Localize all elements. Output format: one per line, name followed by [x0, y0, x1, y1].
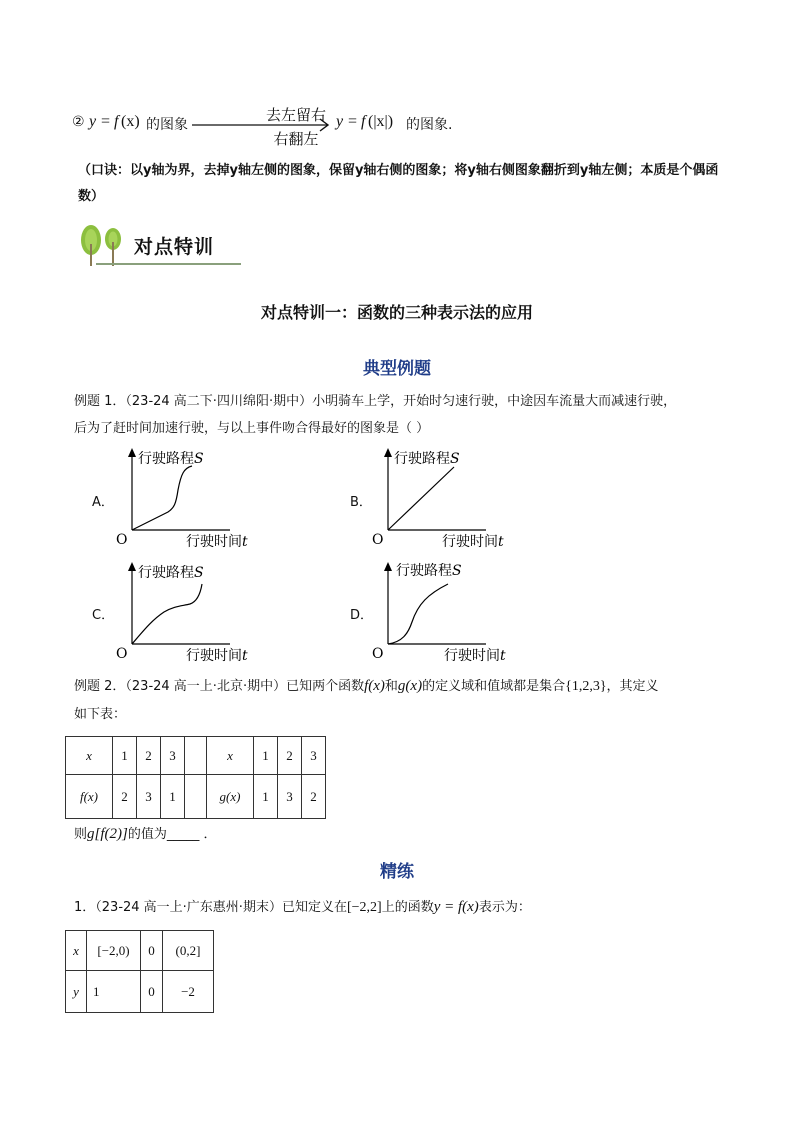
example1-line2: 后为了赶时间加速行驶，与以上事件吻合得最好的图象是（ ） — [74, 421, 430, 436]
mnemonic-note: （口诀：以y轴为界，去掉y轴左侧的图象，保留y轴右侧的图象；将y轴右侧图象翻折到y轴左侧；本质是个偶函数） — [78, 163, 719, 204]
example2-question — [74, 820, 734, 849]
question-text-a: 则 — [74, 827, 88, 842]
svg-text:行驶时间t — [186, 533, 248, 550]
option-c-label: C． — [92, 608, 115, 623]
table-cell — [185, 737, 207, 775]
exercise1-line — [74, 893, 734, 922]
table-row — [66, 971, 214, 1013]
y-axis-label: 行驶路程 — [394, 451, 450, 467]
rhs-y: y — [336, 113, 344, 130]
example2-text-c: 的定义域和值域都是集合 — [422, 679, 566, 694]
origin-label: O — [116, 646, 128, 662]
section-header-title: 对点特训 — [134, 236, 215, 258]
transform-statement — [72, 104, 772, 148]
curve-b — [388, 467, 454, 530]
table-cell: 2 — [302, 775, 326, 819]
curve-a — [132, 466, 192, 530]
lhs-y: y — [89, 113, 97, 130]
option-b-label: B． — [350, 495, 372, 510]
table-cell: x — [66, 737, 113, 775]
table-cell: x — [66, 931, 87, 971]
table-row — [66, 931, 214, 971]
question-text-b: 的值为_____ ． — [127, 827, 217, 842]
table-cell: f(x) — [66, 775, 113, 819]
table-cell: 1 — [87, 971, 141, 1013]
svg-text:行驶路程S — [396, 562, 462, 579]
graph-option-b — [368, 446, 528, 552]
exercise1-text-a: 1．（23-24 高一上·广东惠州·期末）已知定义在 — [74, 900, 347, 915]
example2-text-b: 和 — [384, 679, 398, 694]
table-cell: 1 — [254, 737, 278, 775]
graph-option-d — [368, 560, 528, 666]
y-axis-label: 行驶路程 — [396, 563, 452, 579]
svg-text:行驶路程S — [138, 564, 204, 581]
origin-label: O — [372, 646, 384, 662]
exercises-title: 精练 — [380, 862, 414, 882]
option-d-label: D． — [350, 608, 374, 623]
y-axis-var: S — [452, 563, 462, 579]
x-axis-var: t — [242, 534, 248, 550]
subsection-title: 对点特训一：函数的三种表示法的应用 — [260, 303, 533, 322]
table-cell: −2 — [163, 971, 214, 1013]
curve-d — [388, 584, 448, 644]
x-axis-var: t — [242, 648, 248, 664]
table-cell: (0,2] — [163, 931, 214, 971]
set-expr: {1,2,3} — [565, 679, 607, 694]
x-axis-label: 行驶时间 — [186, 534, 242, 550]
curve-c — [132, 584, 202, 644]
svg-text:行驶时间t — [186, 647, 248, 664]
y-axis-label: 行驶路程 — [138, 565, 194, 581]
fx-expr: f(x) — [364, 678, 385, 694]
x-axis-var: t — [498, 534, 504, 550]
arrow-bottom-text: 右翻左 — [273, 130, 319, 148]
lhs-suffix: 的图象 — [146, 117, 188, 133]
rhs-arg: (|x|) — [368, 113, 394, 130]
example2-line1 — [74, 672, 734, 701]
table-cell: 1 — [161, 775, 185, 819]
svg-text:行驶路程S — [138, 450, 204, 467]
table-cell: 2 — [137, 737, 161, 775]
x-axis-label: 行驶时间 — [186, 648, 242, 664]
example2-line2: 如下表： — [74, 707, 127, 722]
table-cell: 1 — [254, 775, 278, 819]
rhs-f: f — [361, 113, 366, 130]
x-axis-var: t — [500, 648, 506, 664]
rhs-suffix: 的图象. — [406, 117, 453, 133]
lhs-f: f — [114, 113, 119, 130]
x-axis-label: 行驶时间 — [442, 534, 498, 550]
composite-expr: g[f(2)] — [87, 826, 128, 842]
interval-expr: [−2,2] — [346, 900, 382, 915]
table-cell: 3 — [302, 737, 326, 775]
table-cell — [185, 775, 207, 819]
circled-number: ② — [72, 114, 85, 130]
table-cell: 1 — [113, 737, 137, 775]
section-header — [76, 222, 246, 270]
arrow-top-text: 去左留右 — [265, 106, 326, 124]
table-cell: 2 — [278, 737, 302, 775]
table-row — [66, 775, 326, 819]
table-cell: [−2,0) — [87, 931, 141, 971]
typical-examples-title: 典型例题 — [363, 359, 431, 379]
exercise1-table — [65, 930, 214, 1013]
y-axis-var: S — [450, 451, 460, 467]
option-a-label: A． — [92, 495, 114, 510]
example2-table — [65, 736, 326, 819]
gx-expr: g(x) — [397, 678, 423, 694]
function-expr: y = f(x) — [433, 899, 479, 915]
y-axis-var: S — [194, 565, 204, 581]
y-axis-var: S — [194, 451, 204, 467]
table-row — [66, 737, 326, 775]
table-cell: 2 — [113, 775, 137, 819]
table-cell: 0 — [141, 971, 163, 1013]
lhs-arg: (x) — [121, 113, 140, 130]
table-cell: 3 — [137, 775, 161, 819]
exercise1-text-b: 上的函数 — [381, 900, 434, 915]
svg-text:行驶时间t — [444, 647, 506, 664]
example2-text-a: 例题 2．（23-24 高一上·北京·期中）已知两个函数 — [74, 679, 365, 694]
exercise1-text-c: 表示为： — [478, 900, 531, 915]
rhs-eq: = — [344, 113, 362, 130]
table-cell: 3 — [278, 775, 302, 819]
table-cell: y — [66, 971, 87, 1013]
table-cell: 3 — [161, 737, 185, 775]
table-cell: x — [207, 737, 254, 775]
table-cell: 0 — [141, 931, 163, 971]
graph-option-c — [112, 560, 272, 666]
example2-text-d: ，其定义 — [606, 679, 659, 694]
tree-icon — [76, 222, 136, 268]
lhs-eq: = — [97, 113, 115, 130]
svg-text:行驶时间t — [442, 533, 504, 550]
table-cell: g(x) — [207, 775, 254, 819]
y-axis-label: 行驶路程 — [138, 451, 194, 467]
origin-label: O — [372, 532, 384, 548]
svg-text:行驶路程S — [394, 450, 460, 467]
section-header-underline — [96, 263, 241, 265]
origin-label: O — [116, 532, 128, 548]
example1-line1: 例题 1．（23-24 高二下·四川绵阳·期中）小明骑车上学，开始时匀速行驶，中途因车流量大而减速行驶， — [74, 394, 677, 409]
x-axis-label: 行驶时间 — [444, 648, 500, 664]
graph-option-a — [112, 446, 272, 552]
